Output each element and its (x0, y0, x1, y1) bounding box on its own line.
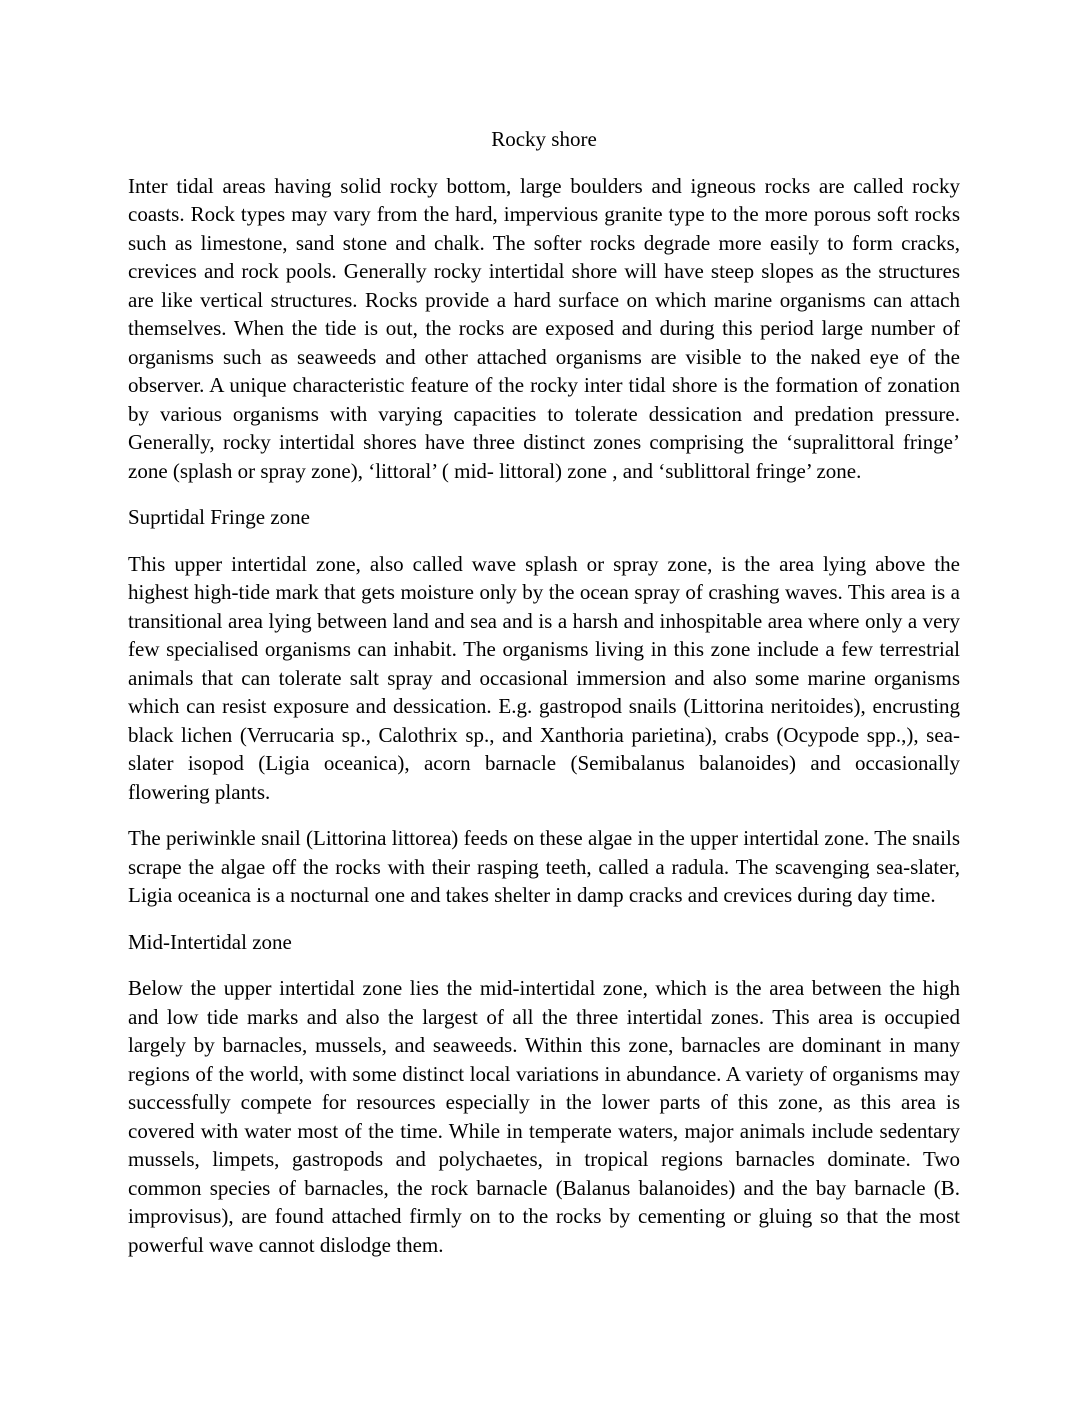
heading-supratidal-fringe-zone: Suprtidal Fringe zone (128, 505, 310, 529)
paragraph-mid-intertidal-description: Below the upper intertidal zone lies the mid-intertidal zone, which is the area between the high and low tide marks and also the largest of all the three intertidal zones. This area is occupied largely by barnacles, mussels, and seaweeds. Within this zone, barnacles are dominant in many regions of the world, with some distinct local variations in abundance. A variety of organisms may successfully compete for resources especially in the lower parts of this zone, as this area is covered with water most of the time. While in temperate waters, major animals include sedentary mussels, limpets, gastropods and polychaetes, in tropical regions barnacles dominate. Two common species of barnacles, the rock barnacle (Balanus balanoides) and the bay barnacle (B. improvisus), are found attached firmly on to the rocks by cementing or gluing so that the most powerful wave cannot dislodge them. (128, 976, 960, 1257)
paragraph-periwinkle-snail: The periwinkle snail (Littorina littorea) feeds on these algae in the upper intertidal zone. The snails scrape the algae off the rocks with their rasping teeth, called a radula. The scavenging sea-slater, Ligia oceanica is a nocturnal one and takes shelter in damp cracks and crevices during day time. (128, 826, 960, 907)
paragraph-rocky-shore-intro: Inter tidal areas having solid rocky bottom, large boulders and igneous rocks are called rocky coasts. Rock types may vary from the hard, impervious granite type to the more porous soft rocks such as limestone, sand stone and chalk. The softer rocks degrade more easily to form cracks, crevices and rock pools. Generally rocky intertidal shore will have steep slopes as the structures are like vertical structures. Rocks provide a hard surface on which marine organisms can attach themselves. When the tide is out, the rocks are exposed and during this period large number of organisms such as seaweeds and other attached organisms are visible to the naked eye of the observer. A unique characteristic feature of the rocky inter tidal shore is the formation of zonation by various organisms with varying capacities to tolerate dessication and predation pressure. Generally, rocky intertidal shores have three distinct zones comprising the ‘supralittoral fringe’ zone (splash or spray zone), ‘littoral’ ( mid- littoral) zone , and ‘sublittoral fringe’ zone. (128, 173, 960, 483)
heading-mid-intertidal-zone: Mid-Intertidal zone (128, 929, 292, 954)
page-title: Rocky shore (491, 127, 597, 151)
paragraph-supratidal-fringe-description: This upper intertidal zone, also called wave splash or spray zone, is the area lying above the highest high-tide mark that gets moisture only by the ocean spray of crashing waves. This area is a transitional area lying between land and sea and is a harsh and inhospitable area where only a very few specialised organisms can inhabit. The organisms living in this zone include a few terrestrial animals that can tolerate salt spray and occasional immersion and also some marine organisms which can resist exposure and dessication. E.g. gastropod snails (Littorina neritoides), encrusting black lichen (Verrucaria sp., Calothrix sp., and Xanthoria parietina), crabs (Ocypode spp.,), sea-slater isopod (Ligia oceanica), acorn barnacle (Semibalanus balanoides) and occasionally flowering plants. (128, 551, 960, 804)
